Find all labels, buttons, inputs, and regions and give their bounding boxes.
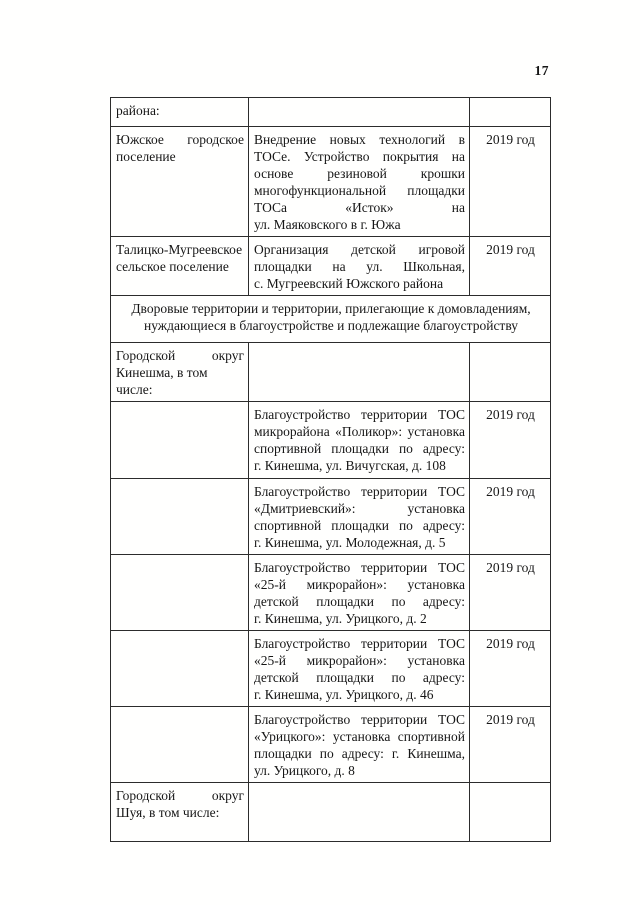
territory-cell [111,555,249,631]
page-number: 17 [534,63,549,78]
improvement-projects-table [110,97,551,842]
text-line: Городской округ [116,788,244,803]
description-cell [249,237,470,296]
territory-cell [111,707,249,783]
text-line: многофункциональной площадки [254,183,465,198]
year-cell [470,555,551,631]
text-line: спортивной площадки по адресу: [254,518,465,533]
text-line: Южское городское [116,132,244,147]
section-header-cell [111,296,551,343]
description-cell [249,783,470,842]
text-line: нуждающиеся в благоустройстве и подлежащие благоустройству [144,318,518,333]
year-cell [470,402,551,479]
text-line: детской площадки по адресу: [254,594,465,609]
text-line: Благоустройство территории ТОС [254,484,465,499]
text-line: ТОСа «Исток» на [254,200,465,215]
text-line: Благоустройство территории ТОС [254,560,465,575]
description-cell [249,127,470,237]
text-line: Кинешма, в том числе: [116,365,208,397]
text-line: «Дмитриевский»: установка [254,501,465,516]
text-line: «25-й микрорайон»: установка [254,577,465,592]
text-line: Талицко-Мугреевское [116,242,243,257]
table-row [111,237,551,296]
territory-cell [111,402,249,479]
territory-cell [111,127,249,237]
text-line: 2019 год [486,712,535,727]
year-cell [470,631,551,707]
text-line: ул. Маяковского в г. Южа [254,217,401,232]
territory-cell [111,98,249,127]
year-cell [470,479,551,555]
table-row [111,98,551,127]
table-row [111,783,551,842]
text-line: района: [116,103,160,118]
text-line: г. Кинешма, ул. Молодежная, д. 5 [254,535,446,550]
description-cell [249,631,470,707]
text-line: Внедрение новых технологий в [254,132,465,147]
description-cell [249,402,470,479]
territory-cell [111,343,249,402]
description-cell [249,343,470,402]
text-line: г. Кинешма, ул. Урицкого, д. 2 [254,611,427,626]
year-cell [470,237,551,296]
description-cell [249,479,470,555]
table-row [111,555,551,631]
year-cell [470,707,551,783]
text-line: 2019 год [486,407,535,422]
text-line: спортивной площадки по адресу: [254,441,465,456]
territory-cell [111,783,249,842]
description-cell [249,707,470,783]
text-line: г. Кинешма, ул. Урицкого, д. 46 [254,687,434,702]
text-line: Благоустройство территории ТОС [254,407,465,422]
text-line: детской площадки по адресу: [254,670,465,685]
text-line: Благоустройство территории ТОС [254,712,465,727]
text-line: ул. Урицкого, д. 8 [254,763,355,778]
year-cell [470,127,551,237]
text-line: «Урицкого»: установка спортивной [254,729,465,744]
text-line: Шуя, в том числе: [116,805,220,820]
table-row [111,402,551,479]
year-cell [470,343,551,402]
text-line: Благоустройство территории ТОС [254,636,465,651]
text-line: 2019 год [486,636,535,651]
table-row [111,343,551,402]
territory-cell [111,237,249,296]
text-line: Дворовые территории и территории, прилегающие к домовладениям, [131,301,531,316]
text-line: сельское поселение [116,259,229,274]
territory-cell [111,479,249,555]
description-cell [249,98,470,127]
text-line: 2019 год [486,560,535,575]
text-line: 2019 год [486,132,535,147]
year-cell [470,98,551,127]
text-line: Городской округ [116,348,244,363]
table-row [111,631,551,707]
table-row [111,127,551,237]
table-row [111,479,551,555]
text-line: г. Кинешма, ул. Вичугская, д. 108 [254,458,446,473]
text-line: микрорайона «Поликор»: установка [254,424,465,439]
territory-cell [111,631,249,707]
text-line: площадки по адресу: г. Кинешма, [254,746,465,761]
text-line: 2019 год [486,484,535,499]
year-cell [470,783,551,842]
text-line: Организация детской игровой [254,242,465,257]
text-line: с. Мугреевский Южского района [254,276,444,291]
text-line: основе резиновой крошки [254,166,465,181]
text-line: ТОСе. Устройство покрытия на [254,149,465,164]
text-line: «25-й микрорайон»: установка [254,653,465,668]
text-line: площадки на ул. Школьная, [254,259,465,274]
description-cell [249,555,470,631]
table-row [111,707,551,783]
section-header-row [111,296,551,343]
text-line: поселение [116,149,176,164]
text-line: 2019 год [486,242,535,257]
